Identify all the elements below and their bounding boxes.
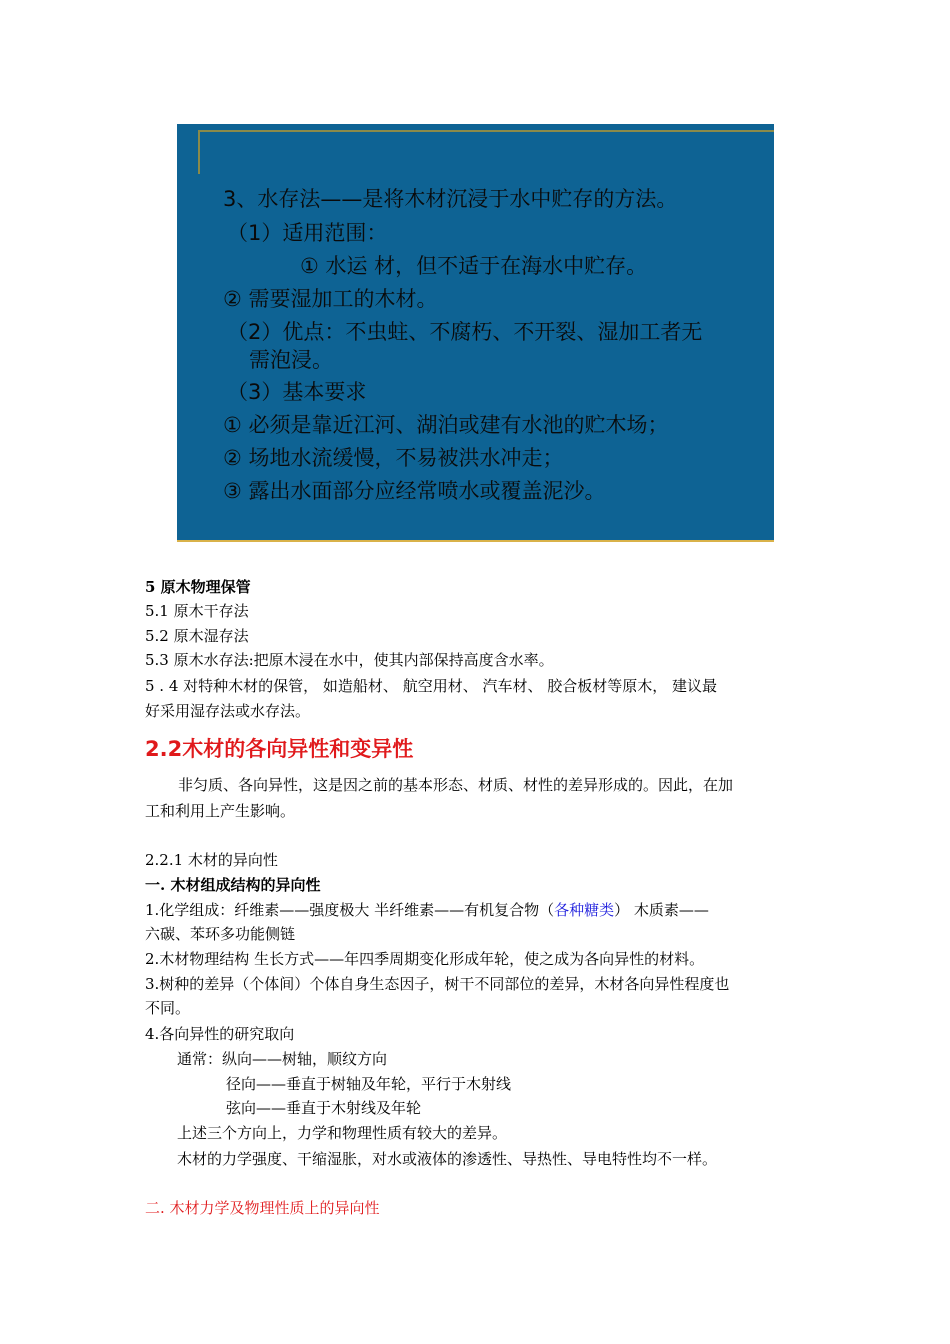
direction-longitudinal: 通常：纵向——树轴，顺纹方向 — [177, 1050, 388, 1068]
paragraph-1-text: 1.化学组成：纤维素——强度极大 半纤维素——有机复合物（ — [145, 901, 555, 919]
slide-line: ③ 露出水面部分应经常喷水或覆盖泥沙。 — [223, 479, 606, 503]
paragraph-4: 4.各向异性的研究取向 — [145, 1025, 295, 1043]
slide-line: ① 水运 材，但不适于在海水中贮存。 — [300, 254, 648, 278]
paragraph-2: 2.木材物理结构 生长方式——年四季周期变化形成年轮，使之成为各向异性的材料。 — [145, 950, 705, 968]
section-5-item: 5.3 原木水存法:把原木浸在水中，使其内部保持高度含水率。 — [145, 651, 554, 669]
slide-top-rule — [198, 130, 774, 132]
paragraph-1 — [145, 899, 709, 921]
paragraph-3-cont: 不同。 — [145, 999, 191, 1017]
section-5-heading: 5 原木物理保管 — [145, 578, 251, 596]
sugars-link[interactable]: 各种糖类 — [554, 901, 615, 919]
section-5-item: 5 . 4 对特种木材的保管， 如造船材、 航空用材、 汽车材、 胶合板材等原木， 建议最 — [145, 677, 718, 695]
slide-line-title: 3、水存法——是将木材沉浸于水中贮存的方法。 — [223, 187, 678, 211]
paragraph-5: 上述三个方向上，力学和物理性质有较大的差异。 — [177, 1124, 508, 1142]
part-2-heading: 二. 木材力学及物理性质上的异向性 — [145, 1199, 380, 1217]
direction-tangential: 弦向——垂直于木射线及年轮 — [226, 1099, 422, 1117]
section-5-item: 5.1 原木干存法 — [145, 602, 249, 620]
subsection-heading: 2.2.1 木材的异向性 — [145, 851, 278, 869]
slide-bottom-rule — [177, 540, 774, 542]
slide-line: （2）优点：不虫蛀、不腐朽、不开裂、湿加工者无 — [227, 320, 703, 344]
direction-radial: 径向——垂直于树轴及年轮，平行于木射线 — [226, 1075, 512, 1093]
paragraph-1-text: ） 木质素—— — [614, 901, 709, 919]
slide-image — [177, 124, 774, 542]
part-1-heading: 一. 木材组成结构的异向性 — [145, 876, 321, 894]
section-2-2-title: 2.2木材的各向异性和变异性 — [145, 737, 414, 761]
paragraph-3: 3.树种的差异（个体间）个体自身生态因子，树干不同部位的差异，木材各向异性程度也 — [145, 975, 730, 993]
slide-left-rule — [198, 130, 200, 174]
slide-line: ② 场地水流缓慢，不易被洪水冲走； — [223, 446, 564, 470]
slide-line: （3）基本要求 — [227, 380, 367, 404]
intro-paragraph: 工和利用上产生影响。 — [145, 802, 296, 820]
intro-paragraph: 非匀质、各向异性，这是因之前的基本形态、材质、材性的差异形成的。因此，在加 — [178, 776, 734, 794]
slide-line: 需泡浸。 — [249, 348, 333, 372]
slide-line: ② 需要湿加工的木材。 — [223, 287, 438, 311]
slide-line: （1）适用范围： — [227, 221, 388, 245]
section-5-item: 5.2 原木湿存法 — [145, 627, 249, 645]
paragraph-1-cont: 六碳、苯环多功能侧链 — [145, 925, 296, 943]
section-5-item: 好采用湿存法或水存法。 — [145, 702, 311, 720]
slide-line: ① 必须是靠近江河、湖泊或建有水池的贮木场； — [223, 413, 669, 437]
paragraph-6: 木材的力学强度、干缩湿胀，对水或液体的渗透性、导热性、导电特性均不一样。 — [177, 1150, 718, 1168]
